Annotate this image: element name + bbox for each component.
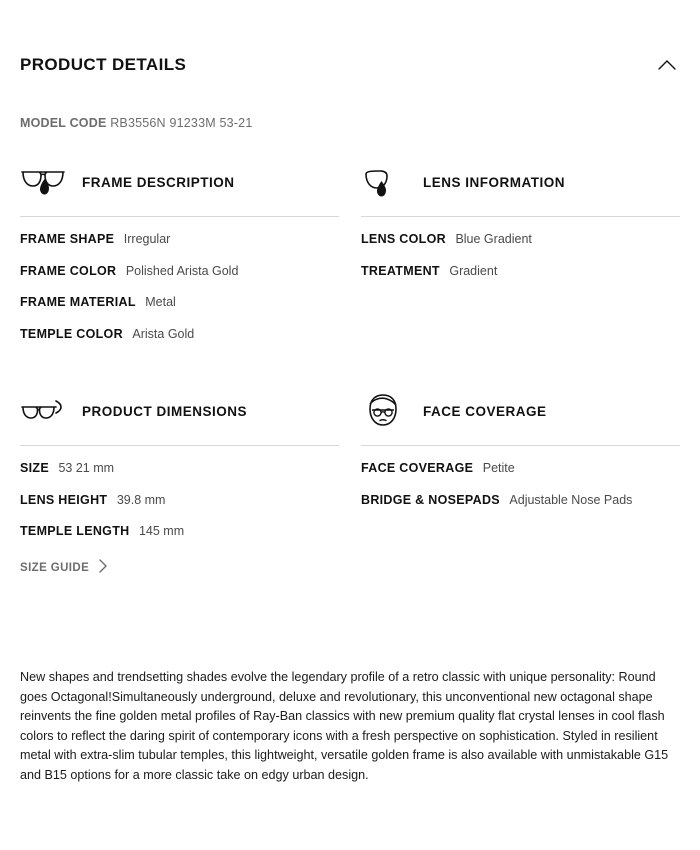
attribute-row <box>361 462 680 475</box>
model-code <box>20 116 680 130</box>
attribute-value: Polished Arista Gold <box>125 263 239 278</box>
attribute-row <box>20 494 339 507</box>
attribute-key: FRAME COLOR <box>20 263 117 278</box>
divider <box>361 216 680 217</box>
product-description: New shapes and trendsetting shades evolve the legendary profile of a retro classic with unique personality: Round goes Octagonal!Simultaneously underground, deluxe and revolutionary, this unconventional new octagonal shape reinvents the fine golden metal profiles of Ray-Ban classics with new premium quality flat crystal lenses in cool flash colors to reflect the daring spirit of contemporary icons with a fresh perspective on sophistication. Styled in resilient metal with extra-slim tubular temples, this lightweight, versatile golden frame is also available with unmistakable G15 and B15 options for a more classic take on edgy urban design. <box>20 670 669 782</box>
block-title: FACE COVERAGE <box>423 403 547 419</box>
size-guide-link[interactable] <box>20 559 108 578</box>
block-title: LENS INFORMATION <box>423 174 565 190</box>
block-header <box>20 389 339 433</box>
block-lens-information <box>361 160 680 367</box>
attribute-value: 145 mm <box>138 524 185 538</box>
attribute-row <box>361 233 680 246</box>
attribute-key: TREATMENT <box>361 263 440 278</box>
attribute-key: FRAME SHAPE <box>20 232 115 246</box>
attribute-list <box>20 462 339 578</box>
divider <box>20 216 339 217</box>
page-title: PRODUCT DETAILS <box>20 55 187 74</box>
model-code-label: MODEL CODE <box>20 116 107 130</box>
attribute-key: SIZE <box>20 461 49 475</box>
attribute-row <box>20 525 339 538</box>
attribute-value: Gradient <box>449 263 498 278</box>
block-title: FRAME DESCRIPTION <box>82 174 235 190</box>
attribute-row <box>361 265 680 278</box>
model-code-value: RB3556N 91233M 53-21 <box>110 116 253 130</box>
divider <box>361 445 680 446</box>
attribute-value: Adjustable Nose Pads <box>509 492 633 507</box>
attribute-key: TEMPLE LENGTH <box>20 524 130 538</box>
product-details-header <box>20 0 680 78</box>
block-frame-description <box>20 160 339 367</box>
attribute-row <box>20 233 339 246</box>
attribute-key: LENS HEIGHT <box>20 492 108 507</box>
attribute-value: Irregular <box>123 232 171 246</box>
attribute-list <box>20 233 339 340</box>
attribute-value: Arista Gold <box>132 326 195 341</box>
attribute-value: 39.8 mm <box>116 492 166 507</box>
detail-blocks <box>20 160 680 586</box>
divider <box>20 445 339 446</box>
block-header <box>20 160 339 204</box>
attribute-key: BRIDGE & NOSEPADS <box>361 492 500 507</box>
attribute-value: Petite <box>482 461 515 475</box>
attribute-row <box>20 265 339 278</box>
block-header <box>361 160 680 204</box>
attribute-row <box>361 494 680 507</box>
attribute-row <box>20 328 339 341</box>
glasses-side-icon <box>20 389 68 433</box>
face-glasses-icon <box>361 389 409 433</box>
block-header <box>361 389 680 433</box>
block-face-coverage <box>361 389 680 586</box>
attribute-value: Blue Gradient <box>455 232 532 246</box>
chevron-up-icon[interactable] <box>654 52 680 78</box>
attribute-value: Metal <box>145 295 176 309</box>
attribute-value: 53 21 mm <box>58 461 115 475</box>
attribute-key: FACE COVERAGE <box>361 461 474 475</box>
chevron-right-icon <box>98 559 108 578</box>
size-guide-label: SIZE GUIDE <box>20 562 90 574</box>
attribute-key: LENS COLOR <box>361 232 446 246</box>
attribute-row <box>20 462 339 475</box>
attribute-list <box>361 233 680 277</box>
block-product-dimensions <box>20 389 339 586</box>
attribute-list <box>361 462 680 506</box>
sunglasses-frame-icon <box>20 160 68 204</box>
block-title: PRODUCT DIMENSIONS <box>82 403 248 419</box>
attribute-key: FRAME MATERIAL <box>20 295 136 309</box>
attribute-key: TEMPLE COLOR <box>20 326 123 341</box>
lens-drop-icon <box>361 160 409 204</box>
attribute-row <box>20 296 339 309</box>
